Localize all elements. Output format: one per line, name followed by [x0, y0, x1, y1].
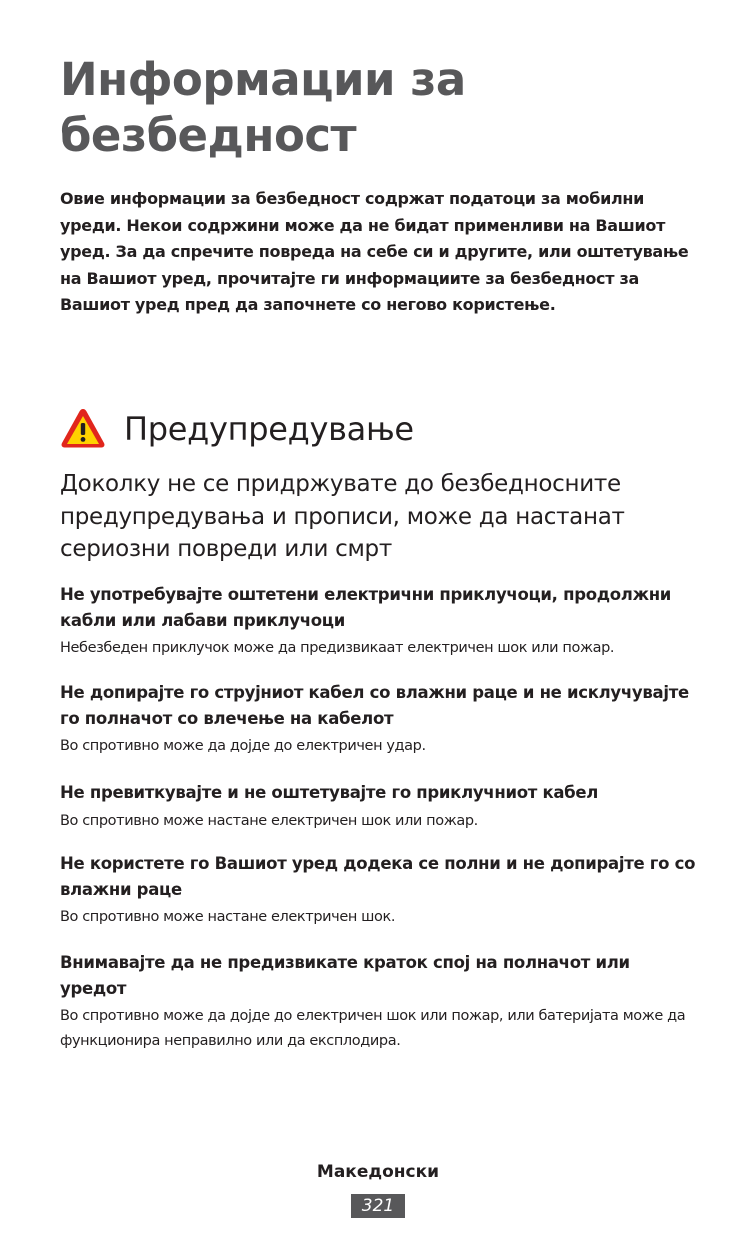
safety-item-body: Небезбеден приклучок може да предизвикаат електричен шок или пожар.	[60, 640, 615, 656]
safety-item-body: Во спротивно може да дојде до електричен шок или пожар, или батеријата може да функционира неправилно или да експлодира.	[60, 1008, 686, 1049]
page-title: Информации за безбедност	[60, 53, 466, 162]
safety-item-heading: Не допирајте го струјниот кабел со влажни раце и не исклучувајте го полначот со влечење на кабелот	[60, 683, 689, 728]
safety-item-heading: Не превиткувајте и не оштетувајте го приклучниот кабел	[60, 783, 599, 802]
safety-item	[60, 780, 700, 834]
warning-heading: Предупредување	[124, 410, 414, 448]
safety-item	[60, 582, 700, 661]
warning-triangle-icon	[60, 407, 106, 449]
safety-item	[60, 680, 700, 759]
safety-item-body: Во спротивно може настане електричен шок.	[60, 909, 396, 925]
safety-item-body: Во спротивно може да дојде до електричен удар.	[60, 738, 426, 754]
page-number-badge: 321	[351, 1194, 405, 1218]
safety-item-heading: Не користете го Вашиот уред додека се полни и не допирајте го со влажни раце	[60, 854, 696, 899]
intro-paragraph: Овие информации за безбедност содржат податоци за мобилни уреди. Некои содржини може да не бидат применливи на Вашиот уред. За да спречите повреда на себе си и другите, или оштетување на Вашиот уред, прочитајте ги информациите за безбедност за Вашиот уред пред да започнете со негово користење.	[60, 189, 689, 314]
safety-item	[60, 851, 700, 930]
footer-language: Македонски	[316, 1162, 440, 1182]
safety-item-heading: Внимавајте да не предизвикате краток спој на полначот или уредот	[60, 953, 630, 998]
warning-lead: Доколку не се придржувате до безбедносните предупредувања и прописи, може да настанат сериозни повреди или смрт	[60, 471, 625, 562]
warning-header	[60, 405, 700, 457]
safety-item-body: Во спротивно може настане електричен шок или пожар.	[60, 812, 478, 829]
safety-item	[60, 950, 700, 1054]
safety-item-heading: Не употребувајте оштетени електрични приклучоци, продолжни кабли или лабави приклучоци	[60, 585, 672, 630]
